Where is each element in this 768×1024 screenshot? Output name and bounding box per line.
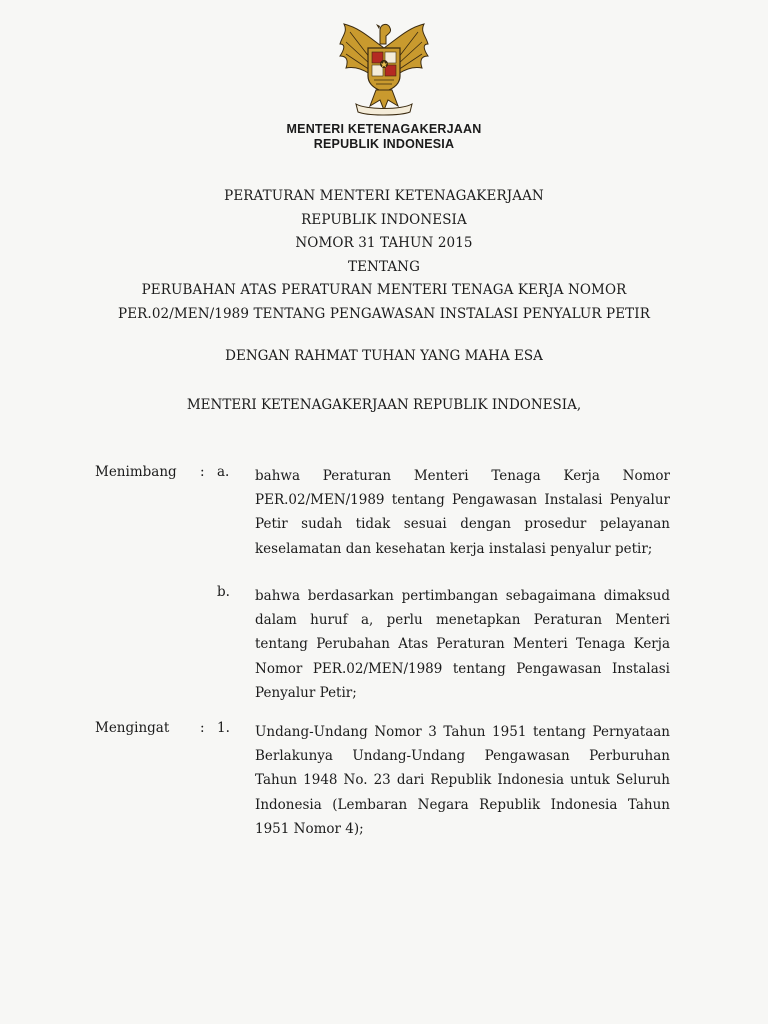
item-text: bahwa Peraturan Menteri Tenaga Kerja Nomor PER.02/MEN/1989 tentang Pengawasan Instalasi Penyalur Petir sudah tidak sesuai dengan prosedur pelayanan keselamatan dan kesehatan kerja instalasi penyalur petir; (255, 468, 670, 557)
item-text: bahwa berdasarkan pertimbangan sebagaimana dimaksud dalam huruf a, perlu menetapkan Peraturan Menteri tentang Perubahan Atas Peraturan Menteri Tenaga Kerja Nomor PER.02/MEN/1989 tentang Pengawasan Instalasi Penyalur Petir; (255, 588, 670, 701)
issuer-header (0, 122, 768, 152)
title-line-2: REPUBLIK INDONESIA (301, 211, 467, 228)
item-marker: a. (217, 464, 230, 480)
minister-heading: MENTERI KETENAGAKERJAAN REPUBLIK INDONESIA, (186, 397, 582, 413)
section-label: Menimbang (95, 464, 177, 480)
section-colon: : (200, 720, 205, 736)
issuer-line-1: MENTERI KETENAGAKERJAAN (286, 122, 482, 136)
invocation: DENGAN RAHMAT TUHAN YANG MAHA ESA (225, 348, 543, 364)
regulation-title (0, 185, 768, 326)
issuer-line-2: REPUBLIK INDONESIA (313, 137, 455, 151)
title-line-5: PERUBAHAN ATAS PERATURAN MENTERI TENAGA KERJA NOMOR (141, 282, 627, 298)
item-text: Undang-Undang Nomor 3 Tahun 1951 tentang Pernyataan Berlakunya Undang-Undang Pengawasan Perburuhan Tahun 1948 No. 23 dari Republik Indonesia untuk Seluruh Indonesia (Lembaran Negara Republik Indonesia Tahun 1951 Nomor 4); (255, 724, 670, 837)
item-marker: b. (217, 584, 230, 600)
item-marker: 1. (217, 720, 230, 736)
section-label: Mengingat (95, 720, 170, 736)
garuda-emblem-icon (330, 18, 438, 118)
title-line-4: TENTANG (348, 258, 420, 275)
title-line-1: PERATURAN MENTERI KETENAGAKERJAAN (224, 188, 544, 204)
section-colon: : (200, 464, 205, 480)
title-line-6: PER.02/MEN/1989 TENTANG PENGAWASAN INSTALASI PENYALUR PETIR (118, 305, 650, 322)
title-line-3: NOMOR 31 TAHUN 2015 (295, 235, 473, 251)
